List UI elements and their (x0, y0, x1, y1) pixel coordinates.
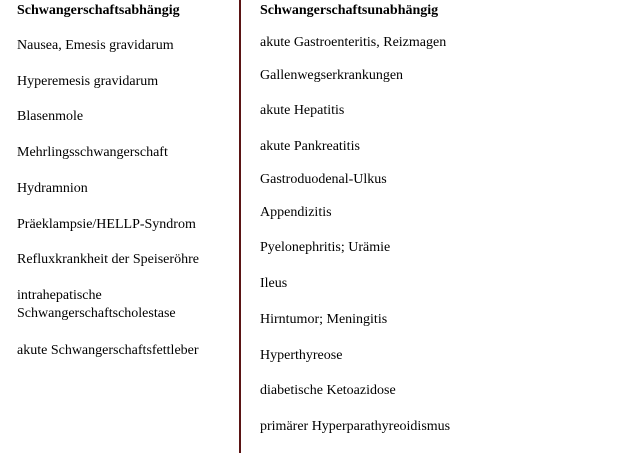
list-item: akute Hepatitis (260, 103, 345, 118)
list-item: Gastroduodenal-Ulkus (260, 172, 387, 187)
list-item: Hyperemesis gravidarum (17, 74, 159, 89)
list-item: akute Schwangerschaftsfettleber (17, 343, 199, 358)
left-column-header: Schwangerschaftsabhängig (17, 3, 180, 18)
list-item: intrahepatische Schwangerschaftscholestase (17, 288, 176, 321)
list-item: Refluxkrankheit der Speiseröhre (17, 252, 199, 267)
list-item: Hyperthyreose (260, 348, 343, 363)
list-item: primärer Hyperparathyreoidismus (260, 419, 451, 434)
column-divider (239, 0, 241, 453)
list-item: akute Pankreatitis (260, 139, 360, 154)
list-item: diabetische Ketoazidose (260, 383, 396, 398)
list-item: Ileus (260, 276, 288, 291)
list-item: Mehrlingsschwangerschaft (17, 145, 168, 160)
list-item: Hydramnion (17, 181, 88, 196)
list-item: Präeklampsie/HELLP-Syndrom (17, 217, 196, 232)
right-column-header: Schwangerschaftsunabhängig (260, 3, 439, 18)
list-item: Gallenwegserkrankungen (260, 68, 404, 83)
list-item: Hirntumor; Meningitis (260, 312, 388, 327)
list-item: Appendizitis (260, 205, 332, 220)
list-item: Pyelonephritis; Urämie (260, 240, 391, 255)
list-item: Blasenmole (17, 109, 84, 124)
list-item: Nausea, Emesis gravidarum (17, 38, 174, 53)
list-item: akute Gastroenteritis, Reizmagen (260, 35, 447, 50)
